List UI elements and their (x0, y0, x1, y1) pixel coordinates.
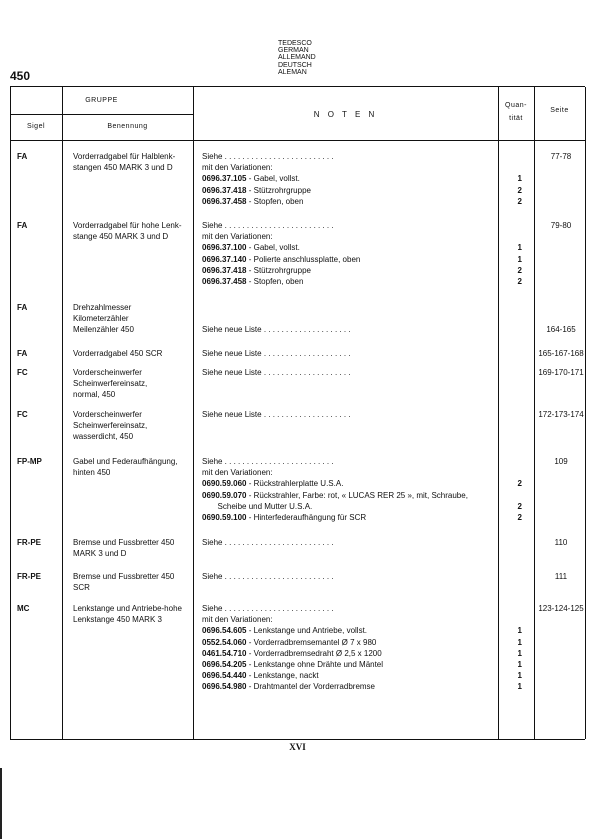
seite-cell: 79-80 (550, 221, 572, 230)
quantity-cell: 1 (517, 254, 522, 264)
note-line: Siehe . . . . . . . . . . . . . . . . . . . . . . . . . (202, 152, 334, 161)
part-number: 0696.37.458 (202, 196, 247, 206)
sigel-cell: FA (17, 152, 28, 161)
seite-cell: 111 (554, 572, 568, 581)
quantity-cell: 2 (517, 265, 522, 275)
sigel-cell: FA (17, 303, 28, 312)
sigel-cell: FA (17, 349, 28, 358)
seite-cell: 110 (554, 538, 568, 547)
quantity-cell: 1 (517, 174, 522, 184)
note-line: mit den Variationen: (202, 163, 273, 173)
note-line: 0690.59.070 - Rückstrahler, Farbe: rot, « LUCAS RER 25 », mit, Schraube, (202, 490, 468, 500)
seite-cell: 164-165 (546, 325, 576, 335)
benennung-cell: Lenkstange und Antriebe-hohe Lenkstange 450 MARK 3 (73, 604, 182, 625)
gruppe-header: GRUPPE (85, 97, 118, 104)
sigel-cell: FC (17, 410, 28, 419)
note-line: Siehe neue Liste . . . . . . . . . . . . . . . . . . . . (202, 368, 351, 377)
sigel-cell: FR-PE (17, 572, 41, 581)
quantity-cell: 1 (517, 682, 522, 692)
seite-cell: 165-167-168 (538, 349, 584, 358)
note-line: 0552.54.060 - Vorderradbremsemantel Ø 7 x 980 (202, 637, 377, 647)
part-number: 0696.54.980 (202, 682, 247, 692)
note-line: Siehe . . . . . . . . . . . . . . . . . . . . . . . . . (202, 604, 334, 613)
quantitat-header: Quan- tität (505, 102, 527, 122)
part-number: 0696.37.418 (202, 185, 247, 195)
benennung-cell: Bremse und Fussbretter 450 MARK 3 und D (73, 538, 175, 559)
note-line: 0696.54.205 - Lenkstange ohne Drähte und Mäntel (202, 660, 384, 669)
language-line: ALEMAN (278, 68, 307, 76)
note-line: Siehe neue Liste . . . . . . . . . . . . . . . . . . . . (202, 410, 351, 419)
note-line: Siehe neue Liste . . . . . . . . . . . . . . . . . . . . (202, 349, 351, 358)
note-line: Siehe neue Liste . . . . . . . . . . . . . . . . . . . . (202, 325, 351, 335)
part-number: 0696.37.418 (202, 265, 247, 275)
quantity-cell: 2 (517, 513, 522, 522)
note-line: 0696.37.418 - Stützrohrgruppe (202, 265, 311, 275)
note-line: mit den Variationen: (202, 615, 273, 625)
language-line: DEUTSCH (278, 61, 312, 69)
benennung-cell: Vorderscheinwerfer Scheinwerfereinsatz, normal, 450 (73, 368, 148, 400)
part-number: 0690.59.070 (202, 490, 247, 500)
quantity-cell: 2 (517, 277, 522, 286)
benennung-cell: Gabel und Federaufhängung, hinten 450 (73, 457, 178, 478)
quantity-cell: 1 (517, 637, 522, 647)
note-line: Scheibe und Mutter U.S.A. (202, 501, 313, 511)
note-line: 0461.54.710 - Vorderradbremsedraht Ø 2,5 x 1200 (202, 648, 382, 658)
note-line: 0696.37.140 - Polierte anschlussplatte, oben (202, 254, 361, 264)
note-line: 0690.59.060 - Rückstrahlerplatte U.S.A. (202, 479, 344, 489)
part-number: 0696.37.100 (202, 243, 247, 253)
benennung-header: Benennung (107, 123, 148, 130)
note-line: 0696.54.440 - Lenkstange, nackt (202, 671, 319, 681)
part-number: 0696.37.140 (202, 254, 247, 264)
quantity-cell: 1 (517, 671, 522, 681)
seite-cell: 123-124-125 (538, 604, 584, 613)
page-number: 450 (10, 69, 31, 83)
quantity-cell: 2 (517, 185, 522, 195)
sigel-cell: FP-MP (17, 457, 42, 466)
note-line: Siehe . . . . . . . . . . . . . . . . . . . . . . . . . (202, 457, 334, 466)
benennung-cell: Bremse und Fussbretter 450 SCR (73, 572, 175, 593)
part-number: 0696.37.458 (202, 277, 247, 286)
part-number: 0696.54.440 (202, 671, 247, 681)
note-line: 0690.59.100 - Hinterfederaufhängung für SCR (202, 513, 367, 522)
quantity-cell: 1 (517, 648, 522, 658)
note-line: 0696.37.100 - Gabel, vollst. (202, 243, 300, 253)
scan-edge (0, 768, 2, 839)
note-line: Siehe . . . . . . . . . . . . . . . . . . . . . . . . . (202, 572, 334, 581)
parts-table (10, 86, 585, 740)
note-line: 0696.54.980 - Drahtmantel der Vorderradbremse (202, 682, 375, 692)
seite-cell: 169-170-171 (538, 368, 584, 377)
part-number: 0461.54.710 (202, 648, 247, 658)
seite-cell: 172-173-174 (538, 410, 584, 419)
quantity-cell: 2 (517, 196, 522, 206)
sigel-header: Sigel (26, 123, 46, 130)
note-line: 0696.37.418 - Stützrohrgruppe (202, 185, 311, 195)
note-line: 0696.37.105 - Gabel, vollst. (202, 174, 300, 184)
benennung-cell: Vorderradgabel für hohe Lenk- stange 450 MARK 3 und D (73, 221, 182, 242)
note-line: 0696.37.458 - Stopfen, oben (202, 277, 304, 286)
note-line: Siehe . . . . . . . . . . . . . . . . . . . . . . . . . (202, 538, 334, 547)
quantity-cell: 2 (517, 501, 522, 511)
note-line: mit den Variationen: (202, 468, 273, 478)
seite-header: Seite (550, 107, 569, 114)
sigel-cell: FC (17, 368, 28, 377)
quantity-cell: 1 (517, 660, 522, 669)
sigel-cell: FR-PE (17, 538, 41, 547)
seite-cell: 109 (554, 457, 568, 466)
note-line: mit den Variationen: (202, 232, 273, 242)
part-number: 0690.59.100 (202, 513, 247, 522)
part-number: 0696.54.205 (202, 660, 247, 669)
page-footer: XVI (289, 742, 306, 752)
language-line: GERMAN (278, 47, 309, 55)
language-block (278, 40, 316, 76)
note-line: Siehe . . . . . . . . . . . . . . . . . . . . . . . . . (202, 221, 334, 230)
col-divider (62, 87, 63, 739)
benennung-cell: Vorderscheinwerfer Scheinwerfereinsatz, wasserdicht, 450 (73, 410, 148, 442)
noten-header: N O T E N (313, 110, 378, 119)
quantity-cell: 1 (517, 626, 522, 636)
sigel-cell: FA (17, 221, 28, 230)
note-line: 0696.54.605 - Lenkstange und Antriebe, vollst. (202, 626, 368, 636)
seite-cell: 77-78 (550, 152, 572, 161)
quantity-cell: 1 (517, 243, 522, 253)
language-line: TEDESCO (278, 40, 312, 47)
quantity-cell: 2 (517, 479, 522, 489)
part-number: 0696.37.105 (202, 174, 247, 184)
benennung-cell: Vorderradgabel für Halblenk- stangen 450 MARK 3 und D (73, 152, 176, 173)
benennung-cell: Drehzahlmesser Kilometerzähler Meilenzähler 450 (73, 303, 134, 335)
benennung-cell: Vorderradgabel 450 SCR (73, 349, 163, 358)
part-number: 0690.59.060 (202, 479, 247, 489)
part-number: 0552.54.060 (202, 637, 247, 647)
note-line: 0696.37.458 - Stopfen, oben (202, 196, 304, 206)
part-number: 0696.54.605 (202, 626, 247, 636)
language-line: ALLEMAND (278, 54, 316, 62)
sigel-cell: MC (17, 604, 30, 613)
